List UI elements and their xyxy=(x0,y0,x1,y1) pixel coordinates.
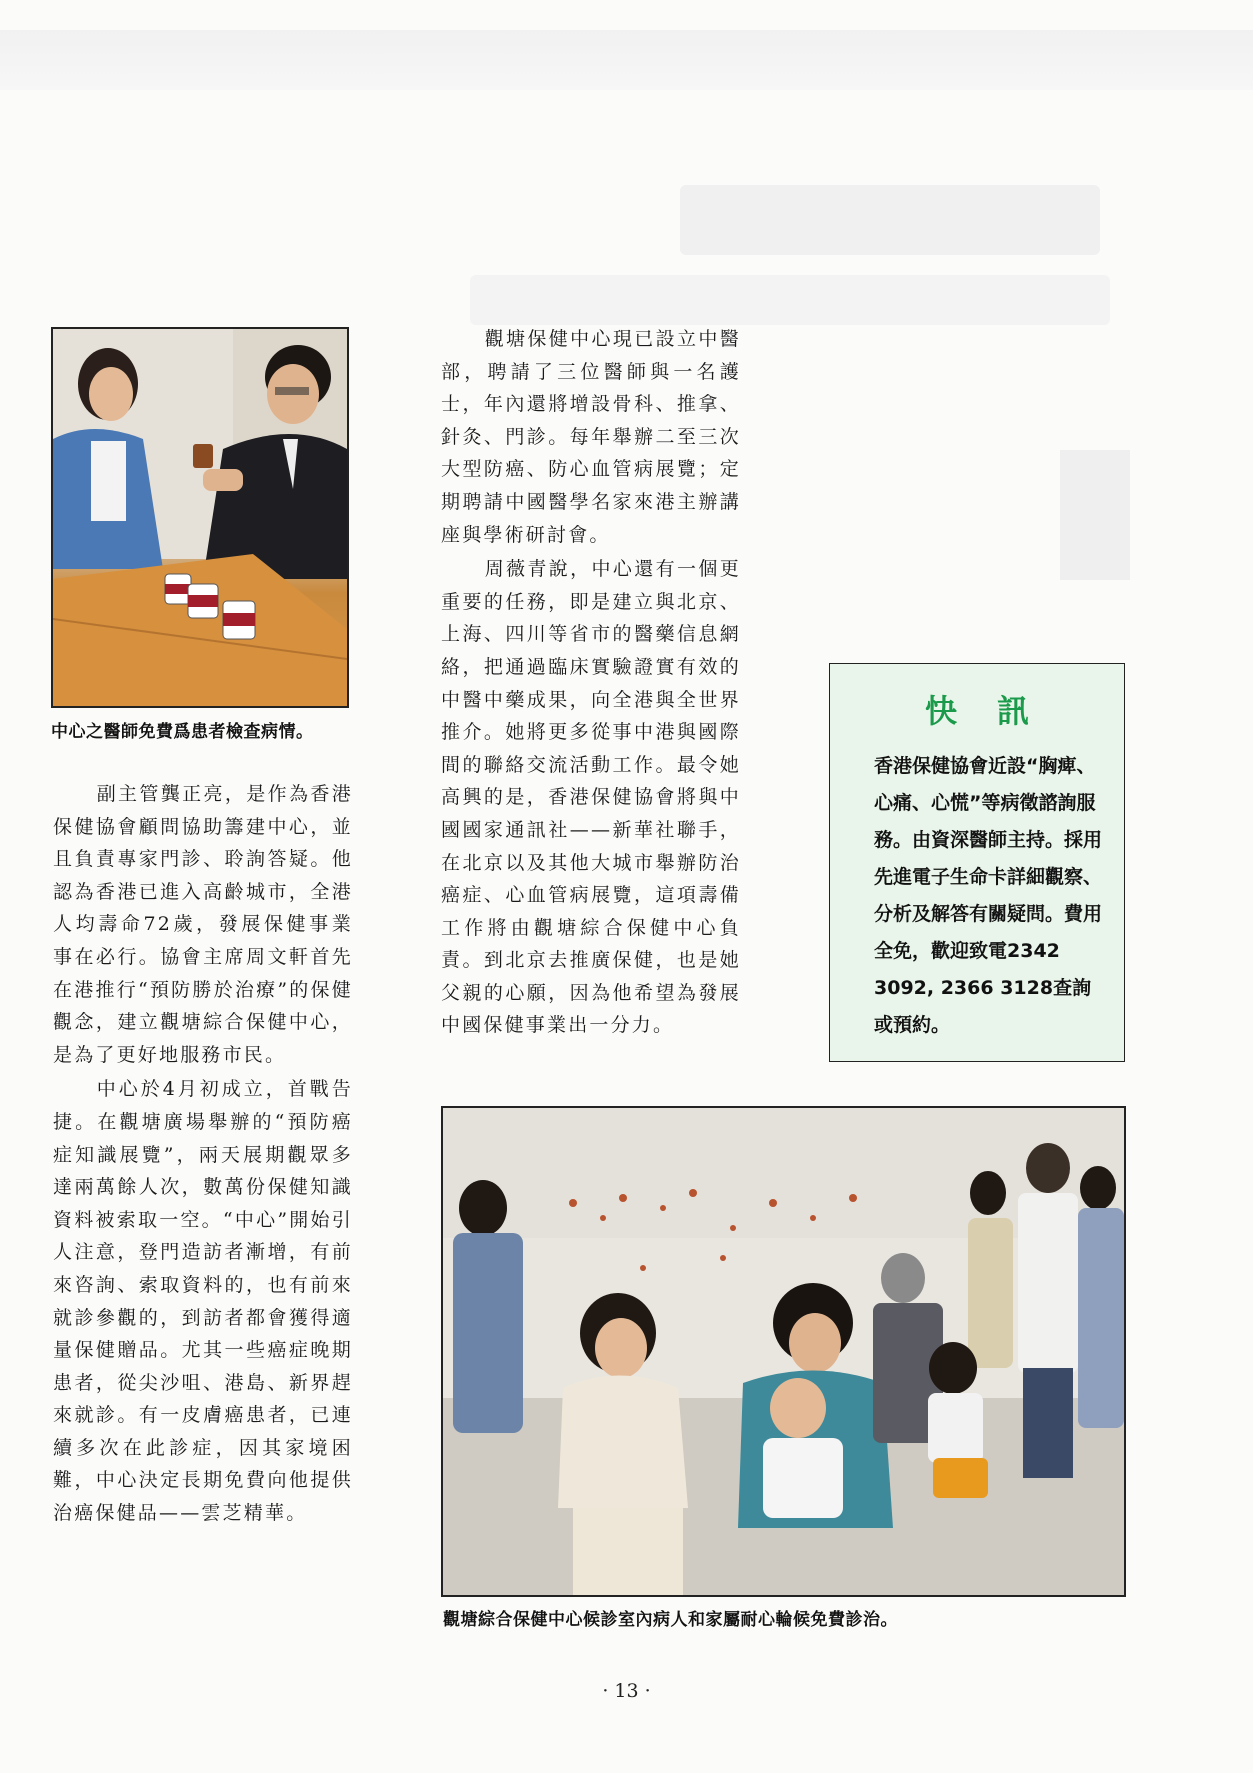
page-number: · 13 · xyxy=(602,1680,651,1702)
top-photo-caption: 中心之醫師免費爲患者檢查病情。 xyxy=(51,722,314,742)
waiting-room-photo xyxy=(441,1106,1126,1597)
doctor-patient-photo xyxy=(51,327,349,708)
news-flash-body: 香港保健協會近設“胸痺、心痛、心慌”等病徵諮詢服務。由資深醫師主持。採用先進電子生命卡詳細觀察、分析及解答有關疑問。費用全免，歡迎致電2342 3092, 2366 3128查詢或預約。 xyxy=(874,755,1103,1036)
middle-column-text xyxy=(441,323,741,1044)
left-paragraph-2: 中心於4月初成立，首戰告捷。在觀塘廣場舉辦的“預防癌症知識展覽”，兩天展期觀眾多達兩萬餘人次，數萬份保健知識資料被索取一空。“中心”開始引人注意，登門造訪者漸增，有前來咨詢、索取資料的，也有前來就診參觀的，到訪者都會獲得適量保健贈品。尤其一些癌症晚期患者，從尖沙咀、港島、新界趕來就診。有一皮膚癌患者，已連續多次在此診症，因其家境困難，中心決定長期免費向他提供治癌保健品——雲芝精華。 xyxy=(53,1078,353,1525)
doctor-patient-illustration xyxy=(53,329,347,706)
bleed-through-subtitle xyxy=(470,275,1110,325)
left-column-text xyxy=(53,778,353,1532)
bleed-through-band xyxy=(0,30,1253,90)
middle-paragraph-1: 觀塘保健中心現已設立中醫部，聘請了三位醫師與一名護士，年內還將增設骨科、推拿、針灸、門診。每年舉辦二至三次大型防癌、防心血管病展覽；定期聘請中國醫學名家來港主辦講座與學術研討會。 xyxy=(441,328,741,546)
bottom-photo-caption: 觀塘綜合保健中心候診室內病人和家屬耐心輪候免費診治。 xyxy=(443,1610,898,1630)
bleed-through-title xyxy=(680,185,1100,255)
middle-paragraph-2: 周薇青說，中心還有一個更重要的任務，即是建立與北京、上海、四川等省市的醫藥信息網絡，把通過臨床實驗證實有效的中醫中藥成果，向全港與全世界推介。她將更多從事中港與國際間的聯絡交流活動工作。最令她高興的是，香港保健協會將與中國國家通訊社——新華社聯手，在北京以及其他大城市舉辦防治癌症、心血管病展覽，這項壽備工作將由觀塘綜合保健中心負責。到北京去推廣保健，也是她父親的心願，因為他希望為發展中國保健事業出一分力。 xyxy=(441,558,741,1037)
news-flash-box xyxy=(829,663,1125,1062)
left-paragraph-1: 副主管龔正亮，是作為香港保健協會顧問協助籌建中心，並且負責專家門診、聆詢答疑。他認為香港已進入高齡城市，全港人均壽命72歲，發展保健事業事在必行。協會主席周文軒首先在港推行“預防勝於治療”的保健觀念，建立觀塘綜合保健中心，是為了更好地服務市民。 xyxy=(53,783,353,1066)
news-flash-title: 快訊 xyxy=(924,692,1069,730)
bleed-through-heading xyxy=(1060,450,1130,580)
waiting-room-illustration xyxy=(443,1108,1124,1595)
